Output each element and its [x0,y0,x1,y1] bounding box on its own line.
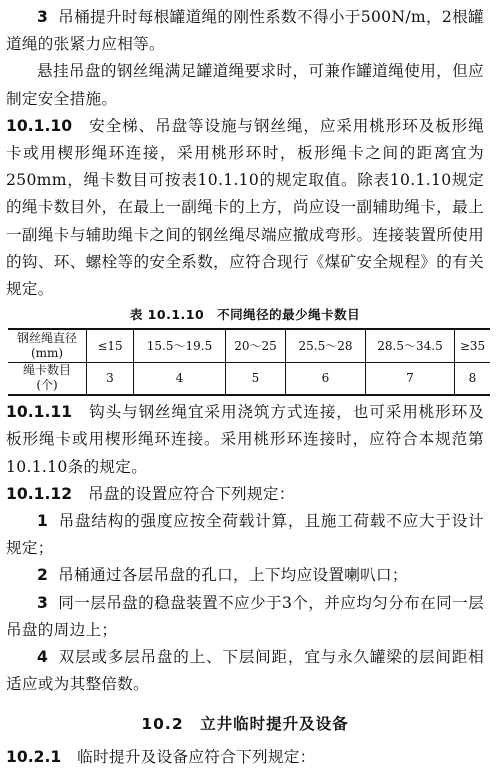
list-item [6,590,484,644]
table-cell: 3 [87,362,134,395]
clause-text: 吊桶提升时每根罐道绳的刚性系数不得小于500N/m，2根罐道绳的张紧力应相等。 [6,8,484,54]
table-cell: 28.5～34.5 [366,329,455,362]
clause-10-1-10 [6,113,484,303]
item-number: 3 [37,8,49,26]
clause-text: 钩头与钢丝绳宜采用浇筑方式连接，也可采用桃形环及板形绳卡或用楔形绳环连接。采用桃形环连接时，应符合本规范第10.1.10条的规定。 [6,403,484,476]
item-number: 3 [37,593,49,612]
list-item [6,562,484,589]
table-cell: 15.5～19.5 [134,329,226,362]
paragraph [6,58,484,112]
section-title: 立井临时提升及设备 [200,715,349,734]
section-heading [6,712,484,734]
table-cell: 4 [134,362,226,395]
table-cell: 7 [366,362,455,395]
clause-10-2-1 [6,744,484,771]
document-page [0,4,496,765]
item-number: 4 [37,648,49,667]
clause-text: 安全梯、吊盘等设施与钢丝绳，应采用桃形环及板形绳卡或用楔形绳环连接，采用桃形环时，板形绳卡之间的距离宜为250mm，绳卡数目可按表10.1.10的规定取值。除表10.1.10规定的绳卡数目外，在最上一副绳卡的上方，尚应设一副辅助绳卡，最上一副绳卡与辅助绳卡之间的钢丝绳尽端应撤成弯形。连接装置所使用的钩、环、螺栓等的安全系数，应符合现行《煤矿安全规程》的有关规定。 [6,116,484,299]
table-cell: 6 [286,362,366,395]
list-item [6,644,484,698]
section-number: 10.2 [141,715,184,734]
clause-number: 10.2.1 [6,748,62,767]
table-row [8,329,490,362]
item-number: 1 [37,512,49,531]
list-item [6,508,484,562]
clause-10-1-12 [6,481,484,508]
table-cell: ≥35 [455,329,491,362]
clause-10-1-11 [6,399,484,481]
clause-number: 10.1.11 [6,403,73,422]
rope-clip-table [8,328,490,396]
clause-number: 10.1.10 [6,116,73,135]
table-cell: 20～25 [226,329,286,362]
table-row-header: 钢丝绳直径 (mm) [8,329,87,362]
table-cell: ≤15 [87,329,134,362]
table-cell: 8 [455,362,491,395]
paragraph-text: 悬挂吊盘的钢丝绳满足罐道绳要求时，可兼作罐道绳使用，但应制定安全措施。 [6,62,484,108]
clause-text: 吊盘的设置应符合下列规定： [88,484,295,503]
item-text: 吊桶通过各层吊盘的孔口，上下均应设置喇叭口； [58,566,408,585]
item-number: 2 [37,566,49,585]
table-row-header: 绳卡数目 (个) [8,362,87,395]
clause-number: 10.1.12 [6,484,73,503]
item-text: 吊盘结构的强度应按全荷载计算，且施工荷载不应大于设计规定； [6,512,484,558]
table-row [8,362,490,395]
table-cell: 25.5～28 [286,329,366,362]
clause-item-3 [6,4,484,58]
table-caption: 表 10.1.10 不同绳径的最少绳卡数目 [129,307,361,323]
clause-text: 临时提升及设备应符合下列规定： [77,748,316,767]
item-text: 双层或多层吊盘的上、下层间距，宜与永久罐梁的层间距相适应或为其整倍数。 [6,648,484,694]
item-text: 同一层吊盘的稳盘装置不应少于3个，并应均匀分布在同一层吊盘的周边上； [6,593,484,639]
table-cell: 5 [226,362,286,395]
